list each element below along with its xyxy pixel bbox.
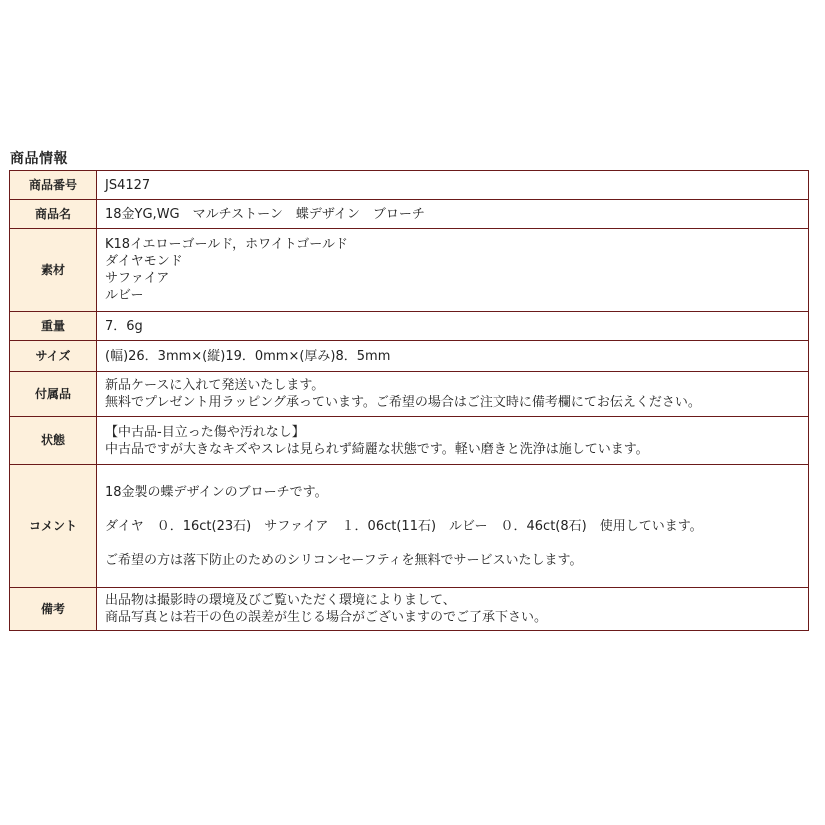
material-line: ダイヤモンド bbox=[105, 254, 183, 269]
condition-line: 【中古品-目立った傷や汚れなし】 bbox=[105, 424, 305, 440]
section-title: 商品情報 bbox=[10, 151, 68, 167]
condition-line: 中古品ですが大きなキズやスレは見られず綺麗な状態です。軽い磨きと洗浄は施しています。 bbox=[105, 441, 649, 457]
product-name-value: 18金YG,WG マルチストーン 蝶デザイン ブローチ bbox=[97, 200, 809, 229]
material-line: ルビー bbox=[105, 288, 144, 303]
row-label-accessories: 付属品 bbox=[10, 372, 97, 417]
row-label-remarks: 備考 bbox=[10, 588, 97, 631]
comment-line: ダイヤ ０．16ct(23石) サファイア １．06ct(11石) ルビー ０．46ct(8石) 使用しています。 bbox=[105, 518, 703, 534]
comment-spacer bbox=[105, 501, 802, 518]
row-label-product-number: 商品番号 bbox=[10, 171, 97, 200]
table-row bbox=[10, 312, 809, 341]
row-label-condition: 状態 bbox=[10, 417, 97, 465]
size-value: (幅)26．3mm×(縦)19．0mm×(厚み)8．5mm bbox=[97, 341, 809, 372]
table-row bbox=[10, 200, 809, 229]
comment-line: 18金製の蝶デザインのブローチです。 bbox=[105, 484, 328, 500]
condition-value bbox=[97, 417, 809, 465]
comment-spacer bbox=[105, 535, 802, 552]
row-label-material: 素材 bbox=[10, 229, 97, 312]
material-line: K18イエローゴールド，ホワイトゴールド bbox=[105, 237, 348, 252]
table-row bbox=[10, 229, 809, 312]
remarks-value bbox=[97, 588, 809, 631]
accessories-line: 新品ケースに入れて発送いたします。 bbox=[105, 378, 325, 393]
accessories-value bbox=[97, 372, 809, 417]
comment-value bbox=[97, 465, 809, 588]
product-info-table bbox=[9, 170, 809, 631]
remarks-line: 出品物は撮影時の環境及びご覧いただく環境によりまして、 bbox=[105, 593, 456, 608]
table-row bbox=[10, 171, 809, 200]
table-row bbox=[10, 341, 809, 372]
row-label-comment: コメント bbox=[10, 465, 97, 588]
row-label-weight: 重量 bbox=[10, 312, 97, 341]
product-number-value: JS4127 bbox=[97, 171, 809, 200]
remarks-line: 商品写真とは若干の色の誤差が生じる場合がございますのでご了承下さい。 bbox=[105, 610, 548, 625]
table-row bbox=[10, 372, 809, 417]
table-row bbox=[10, 465, 809, 588]
material-line: サファイア bbox=[105, 271, 170, 286]
material-value bbox=[97, 229, 809, 312]
table-row bbox=[10, 417, 809, 465]
row-label-size: サイズ bbox=[10, 341, 97, 372]
table-row bbox=[10, 588, 809, 631]
weight-value: 7．6g bbox=[97, 312, 809, 341]
accessories-line: 無料でプレゼント用ラッピング承っています。ご希望の場合はご注文時に備考欄にてお伝えください。 bbox=[105, 395, 701, 410]
row-label-product-name: 商品名 bbox=[10, 200, 97, 229]
comment-line: ご希望の方は落下防止のためのシリコンセーフティを無料でサービスいたします。 bbox=[105, 552, 583, 568]
